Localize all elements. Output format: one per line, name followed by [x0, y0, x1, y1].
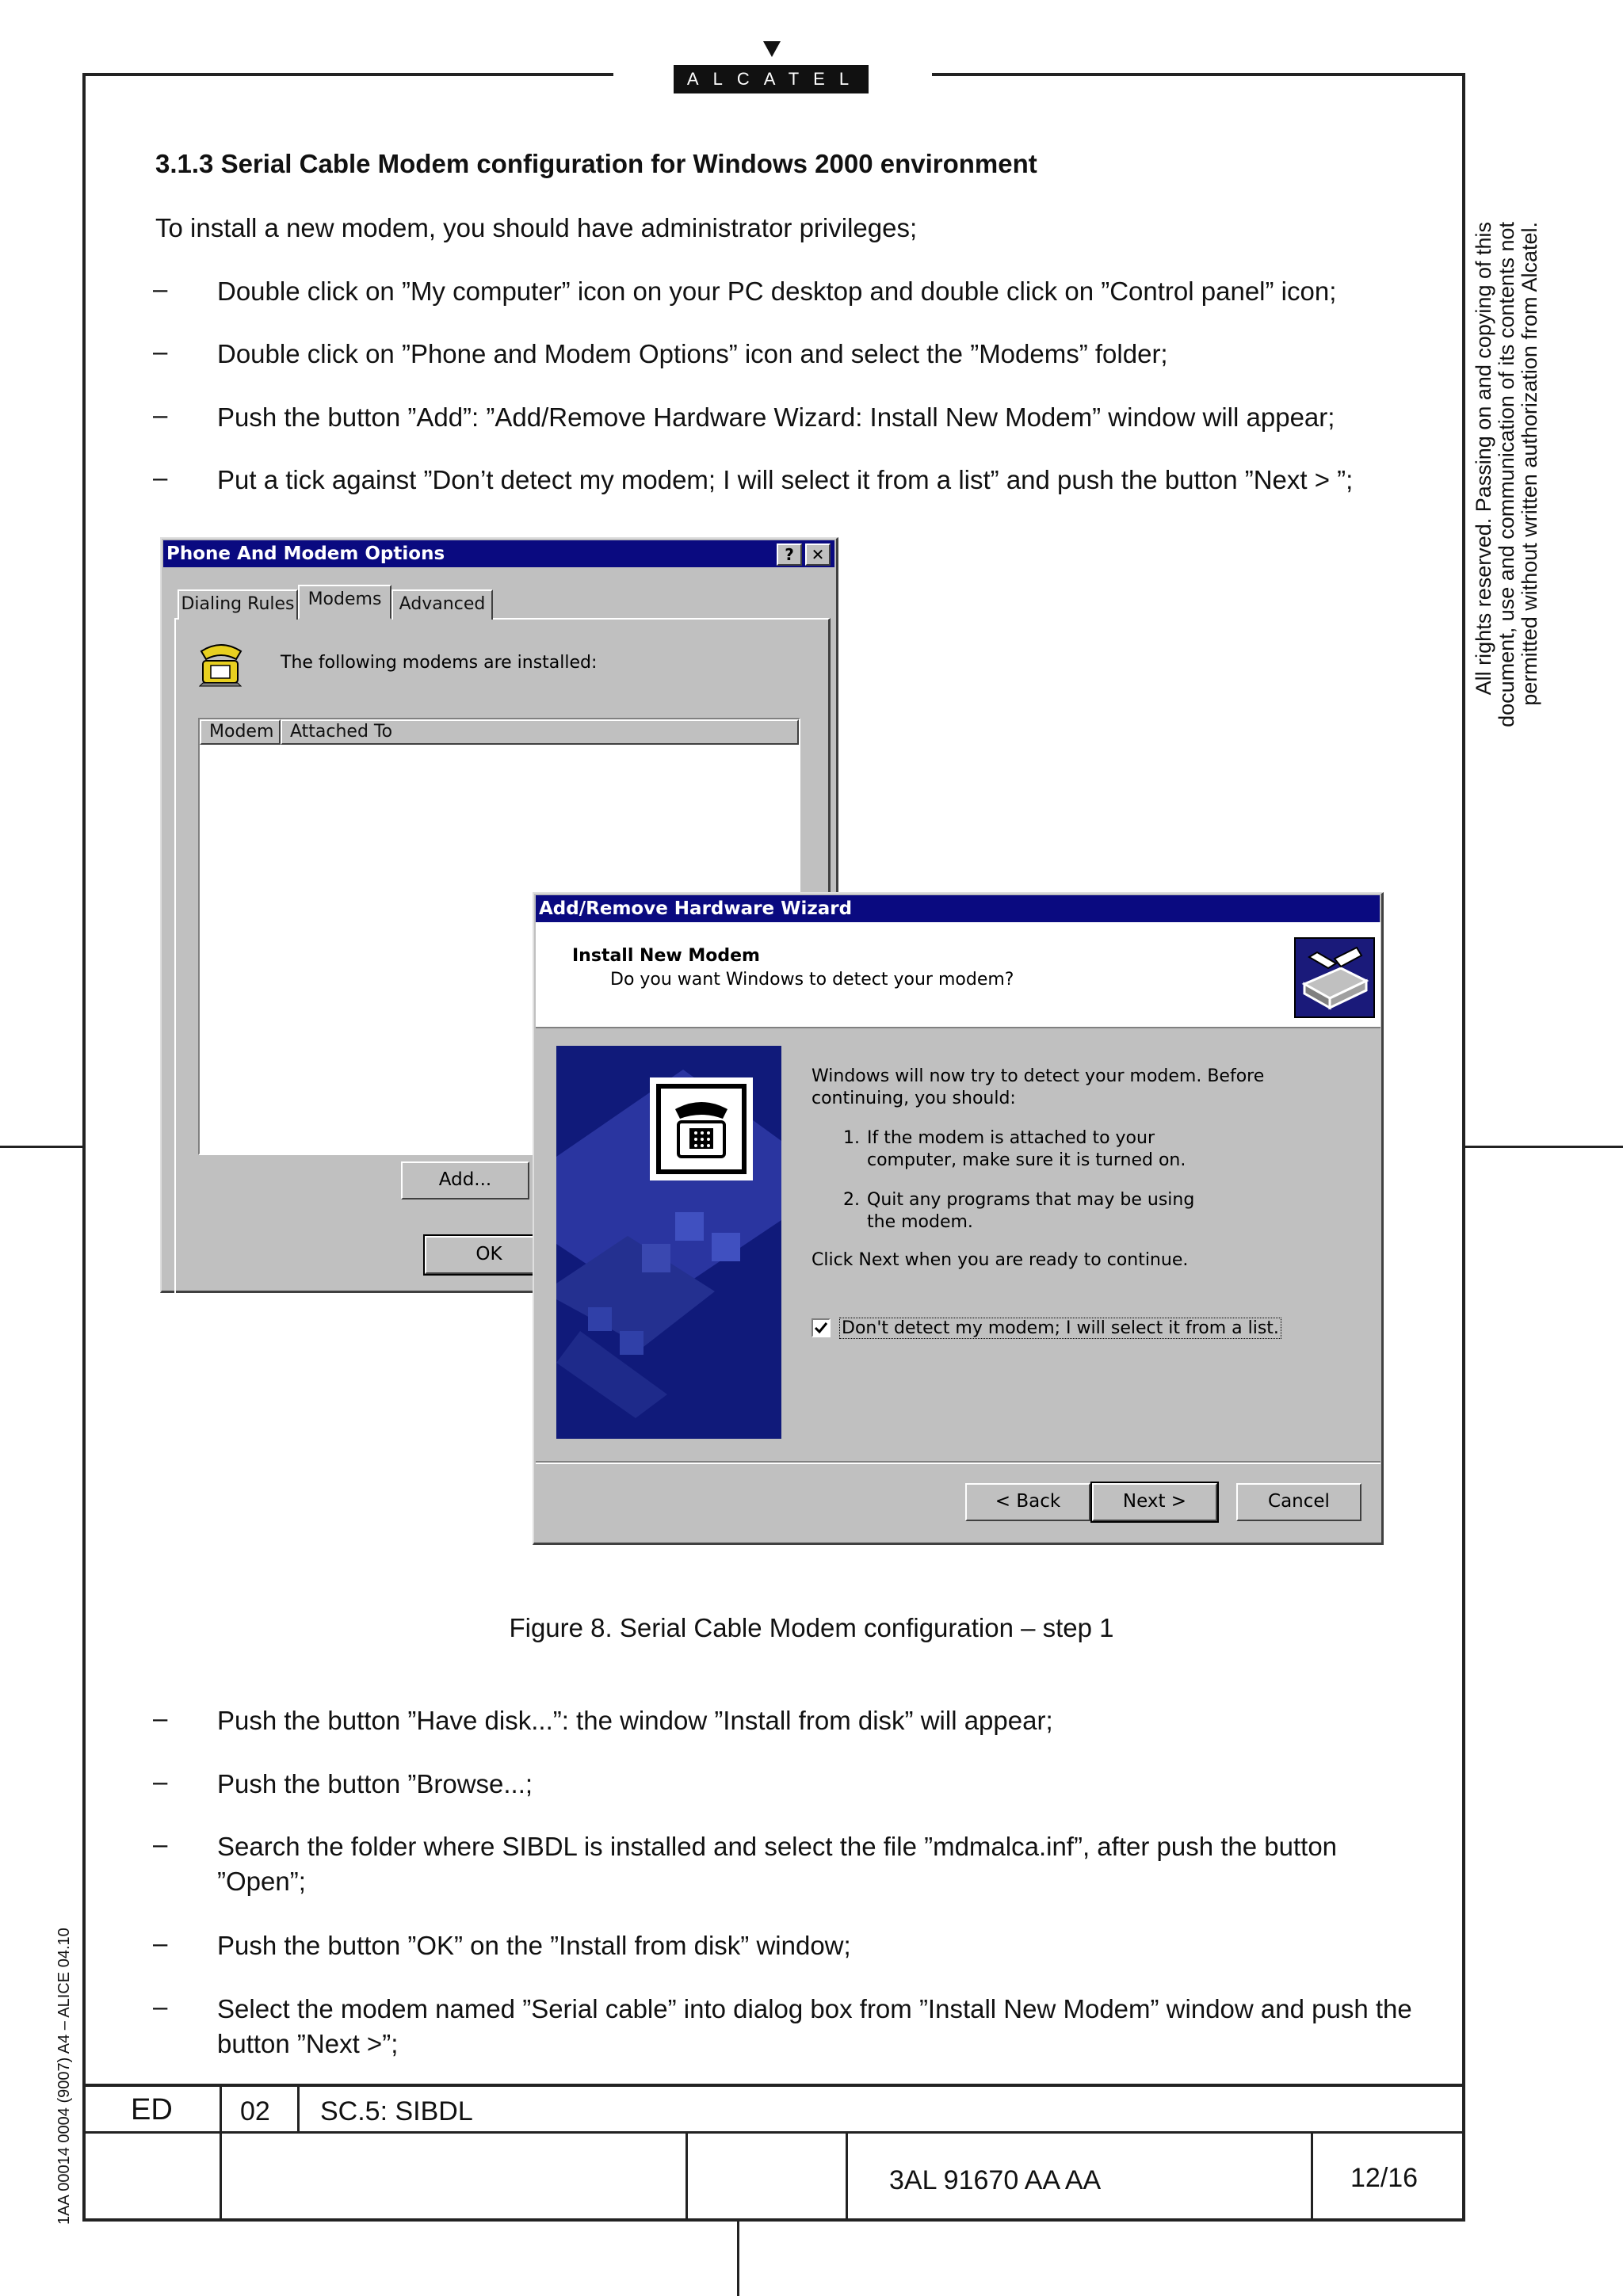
- alcatel-logo: ALCATEL: [674, 65, 869, 93]
- next-button[interactable]: Next >: [1092, 1483, 1217, 1521]
- add-button[interactable]: Add...: [401, 1161, 529, 1199]
- column-modem[interactable]: Modem: [200, 719, 281, 745]
- wizard-header: [536, 922, 1381, 1028]
- dont-detect-label[interactable]: Don't detect my modem; I will select it from a list.: [842, 1318, 1279, 1338]
- wizard-title: Add/Remove Hardware Wizard: [536, 895, 1380, 922]
- tick-bottom: [737, 2222, 739, 2296]
- figure-caption: Figure 8. Serial Cable Modem configuration – step 1: [509, 1613, 1114, 1642]
- tab-modems[interactable]: Modems: [298, 585, 391, 620]
- footer-line-top: [82, 2084, 1465, 2087]
- footer-ed-value: 02: [240, 2096, 270, 2126]
- wizard-intro-line-1: Windows will now try to detect your modem. Before: [812, 1066, 1265, 1086]
- footer-doc-number: 3AL 91670 AA AA: [889, 2165, 1102, 2195]
- wizard-separator: [536, 1461, 1381, 1464]
- tick-right: [1465, 1146, 1623, 1148]
- bullet-text: Push the button ”Browse...;: [217, 1769, 533, 1798]
- step-2-line-1: Quit any programs that may be using: [867, 1190, 1195, 1210]
- bullet-dash: –: [153, 1767, 168, 1796]
- frame-top-right: [932, 73, 1465, 76]
- footer-line-bottom: [82, 2218, 1465, 2222]
- doc-code: 1AA 00014 0004 (9007) A4 – ALICE 04.10: [55, 1928, 73, 2225]
- bullet-dash: –: [153, 1992, 168, 2021]
- footer-doc-title: SC.5: SIBDL: [320, 2096, 473, 2126]
- bullet-dash: –: [153, 274, 168, 303]
- bullet-dash: –: [153, 1928, 168, 1958]
- wizard-header-subtitle: Do you want Windows to detect your modem?: [610, 970, 1014, 990]
- step-2-line-2: the modem.: [867, 1212, 973, 1232]
- bullet-dash: –: [153, 337, 168, 366]
- installed-label: The following modems are installed:: [281, 653, 598, 673]
- ok-button[interactable]: OK: [425, 1236, 553, 1274]
- footer-vline-3: [685, 2131, 688, 2222]
- logo-triangle-icon: [763, 41, 781, 57]
- back-button[interactable]: < Back: [965, 1483, 1090, 1521]
- copyright-note: All rights reserved. Passing on and copying of this document, use and communication of its contents not permitted without written authorization from Alcatel.: [1472, 222, 1541, 727]
- bullet-text: Push the button ”Have disk...”: the window ”Install from disk” will appear;: [217, 1706, 1053, 1735]
- frame-left: [82, 73, 86, 2222]
- footer-ed-label: ED: [131, 2093, 173, 2126]
- step-1-line-2: computer, make sure it is turned on.: [867, 1150, 1186, 1170]
- dont-detect-checkbox[interactable]: [812, 1318, 831, 1337]
- section-intro: To install a new modem, you should have administrator privileges;: [155, 213, 918, 242]
- footer-vline-5: [1311, 2131, 1313, 2222]
- hardware-wizard-dialog: [533, 892, 1384, 1545]
- click-next-text: Click Next when you are ready to continue.: [812, 1250, 1189, 1270]
- cancel-button[interactable]: Cancel: [1236, 1483, 1361, 1521]
- bullet-text: Put a tick against ”Don’t detect my modem; I will select it from a list” and push the button ”Next > ”;: [217, 465, 1354, 494]
- step-1-line-1: If the modem is attached to your: [867, 1128, 1155, 1148]
- help-button[interactable]: ?: [777, 543, 802, 566]
- tab-dialing-rules[interactable]: Dialing Rules: [178, 589, 298, 620]
- footer-vline-1: [220, 2084, 222, 2222]
- step-2-number: 2.: [843, 1190, 860, 1210]
- checkmark-icon: [813, 1320, 829, 1336]
- wizard-intro-line-2: continuing, you should:: [812, 1089, 1016, 1108]
- column-attached-to[interactable]: Attached To: [281, 719, 799, 745]
- wizard-header-title: Install New Modem: [572, 946, 760, 966]
- frame-top-left: [82, 73, 613, 76]
- bullet-text: Push the button ”Add”: ”Add/Remove Hardware Wizard: Install New Modem” window will appear;: [217, 402, 1335, 432]
- tick-left: [0, 1146, 82, 1148]
- bullet-text: Push the button ”OK” on the ”Install from disk” window;: [217, 1931, 851, 1960]
- telephone-icon: [198, 637, 244, 688]
- bullet-text: Search the folder where SIBDL is installed and select the file ”mdmalca.inf”, after push the button ”Open”;: [217, 1832, 1338, 1896]
- section-heading: 3.1.3 Serial Cable Modem configuration for Windows 2000 environment: [155, 149, 1037, 178]
- bullet-dash: –: [153, 1829, 168, 1859]
- bullet-text: Double click on ”My computer” icon on your PC desktop and double click on ”Control panel” icon;: [217, 277, 1337, 306]
- bullet-dash: –: [153, 1703, 168, 1733]
- tab-advanced[interactable]: Advanced: [391, 589, 493, 620]
- footer-vline-4: [846, 2131, 848, 2222]
- bullet-text: Select the modem named ”Serial cable” into dialog box from ”Install New Modem” window and push the button ”Next >”;: [217, 1994, 1412, 2058]
- bullet-dash: –: [153, 463, 168, 492]
- close-button[interactable]: ✕: [805, 543, 831, 566]
- bullet-dash: –: [153, 400, 168, 429]
- footer-vline-2: [297, 2084, 300, 2133]
- hardware-wizard-icon: [1293, 936, 1376, 1019]
- bullet-text: Double click on ”Phone and Modem Options” icon and select the ”Modems” folder;: [217, 339, 1168, 368]
- wizard-side-graphic: [556, 1046, 781, 1439]
- footer-page-number: 12/16: [1350, 2163, 1419, 2193]
- dialog-title: Phone And Modem Options: [163, 540, 834, 567]
- step-1-number: 1.: [843, 1128, 860, 1148]
- footer-line-mid: [82, 2131, 1465, 2134]
